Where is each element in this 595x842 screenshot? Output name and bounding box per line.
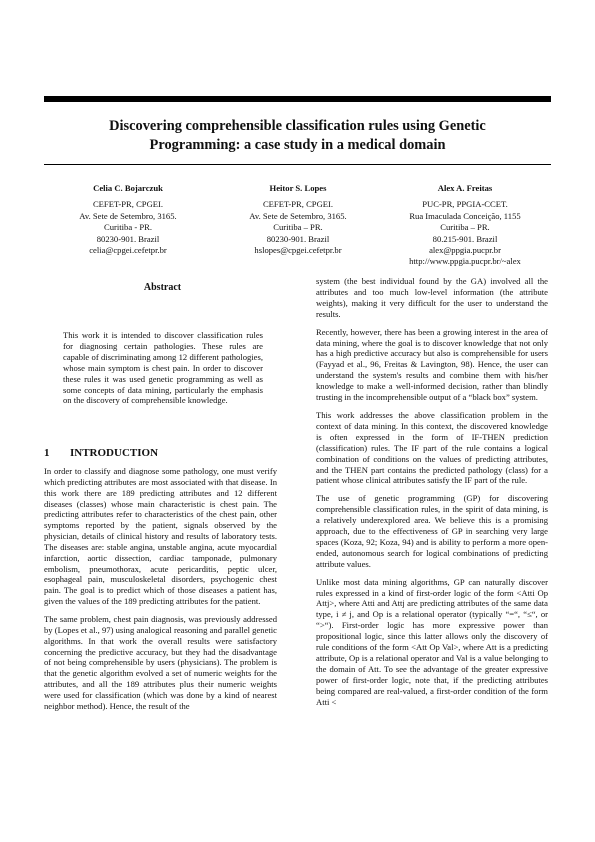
right-column [316, 276, 548, 715]
title-rule [44, 164, 551, 165]
author-name: Alex A. Freitas [437, 183, 493, 193]
author-address: Av. Sete de Setembro, 3165. [79, 210, 177, 221]
section-number: 1 [44, 447, 50, 459]
author-email: celia@cpgei.cefetpr.br [89, 245, 167, 256]
author-postal: 80.215-901. Brazil [432, 233, 498, 244]
author-url: http://www.ppgia.pucpr.br/~alex [409, 256, 521, 267]
author-address: Rua Imaculada Conceição, 1155 [409, 210, 521, 221]
section-title: INTRODUCTION [70, 447, 159, 459]
section-heading [44, 447, 158, 459]
author-email: alex@ppgia.pucpr.br [429, 245, 501, 256]
author-city: Curitiba – PR. [440, 222, 490, 233]
paper-title [60, 117, 535, 155]
paragraph: This work addresses the above classification problem in the context of data mining. In this context, the discovered knowledge is often expressed in the form of IF-THEN prediction (classification) rules. The IF part of the rule contains a logical combination of conditions on the values of predicting attributes, and the THEN part contains the predicted pathology (class) for a patient whose clinical attributes satisfy the IF part of the rule. [316, 409, 548, 486]
author-address: Av. Sete de Setembro, 3165. [249, 210, 347, 221]
author-block-1 [38, 183, 218, 256]
author-postal: 80230-901. Brazil [266, 233, 330, 244]
author-city: Curitiba – PR. [273, 222, 323, 233]
paragraph: Unlike most data mining algorithms, GP can naturally discover rules expressed in a kind of first-order logic of the form <Atti Op Attj>, where Atti and Attj are predicting attributes of the same data type, i ≠ j, and Op is a relational operator (typically “=“, “≤“, or “>“). First-order logic has more expressive power than propositional logic, since this latter allows only the discovery of rule conditions of the form <Att Op Val>, where Att is a predicting attribute, Op is a relational operator and Val is a value belonging to the domain of Att. To see the advantage of the greater expressive power of first-order logic, note that, if the predicting attributes being compared are real-valued, a first-order condition of the form Atti < [316, 576, 548, 707]
author-affiliation: PUC-PR, PPGIA-CCET. [422, 199, 508, 210]
title-line-2: Programming: a case study in a medical domain [149, 137, 446, 153]
author-postal: 80230-901. Brazil [96, 233, 160, 244]
abstract-heading: Abstract [143, 282, 182, 293]
abstract-text: This work it is intended to discover classification rules for diagnosing certain pathologies. These rules are capable of discriminating among 12 different pathologies, whose main symptom is chest pain. In order to discover these rules it was used genetic programming as well as some concepts of data mining, particularly the emphasis on the discovery of comprehensible knowledge. [63, 330, 263, 406]
author-email: hslopes@cpgei.cefetpr.br [254, 245, 342, 256]
author-city: Curitiba - PR. [104, 222, 152, 233]
title-line-1: Discovering comprehensible classification rules using Genetic [109, 118, 486, 134]
paragraph: system (the best individual found by the GA) involved all the attributes and too much low-level information (the attribute weights), making it very difficult for the user to understand the results. [316, 276, 548, 319]
paragraph: In order to classify and diagnose some pathology, one must verify which predicting attributes are most associated with that disease. In this work there are 189 predicting attributes and 12 different diseases (classes) whose main characteristic is chest pain. The predicting attributes refer to characteristics of the chest pain, other symptoms reported by the patient, signals observed by the physician, details of clinical history and results of laboratory tests. The diseases are: stable angina, unstable angina, acute myocardial infarction, aortic dissection, cardiac tamponade, pulmonary embolism, pneumothorax, acute pericarditis, peptic ulcer, esophageal pain, musculoskeletal disorders, psychogenic chest pain. The goal is to predict which of those diseases a patient has, given the values of the 189 predicting attributes for the patient. [44, 466, 277, 607]
intro-body [44, 466, 277, 719]
author-affiliation: CEFET-PR, CPGEI. [262, 199, 334, 210]
author-block-2 [208, 183, 388, 256]
author-affiliation: CEFET-PR, CPGEI. [92, 199, 164, 210]
author-block-3 [375, 183, 555, 268]
paragraph: Recently, however, there has been a growing interest in the area of data mining, where the goal is to discover knowledge that not only has a high predictive accuracy but also is comprehensible for users (Fayyad et al., 96, Freitas & Lavington, 98). Hence, the user can understand the system's results and combine them with his/her knowledge to make a well-informed decision, rather than blindly trusting in the incomprehensible output of a “black box” system. [316, 326, 548, 403]
paragraph: The use of genetic programming (GP) for discovering comprehensible classification rules, in the spirit of data mining, is a relatively underexplored area. We believe this is a promising approach, due to the effectiveness of GP in searching very large spaces (Koza, 92; Koza, 94) and is ability to perform a more open-ended, autonomous search for logical combinations of predicting attribute values. [316, 493, 548, 569]
paragraph: The same problem, chest pain diagnosis, was previously addressed by (Lopes et al., 97) using analogical reasoning and parallel genetic algorithms. In that work the overall results were satisfactory concerning the predictive accuracy, but they had the disadvantage of not being comprehensible by users (physicians). The problem is that the genetic algorithm evolved a set of numeric weights for the attributes, and all the 189 attributes plus their numeric weights were used for classification (which was done by a kind of nearest neighbor method). Hence, the result of the [44, 613, 277, 711]
author-name: Celia C. Bojarczuk [93, 183, 163, 193]
author-name: Heitor S. Lopes [269, 183, 327, 193]
top-rule [44, 96, 551, 102]
